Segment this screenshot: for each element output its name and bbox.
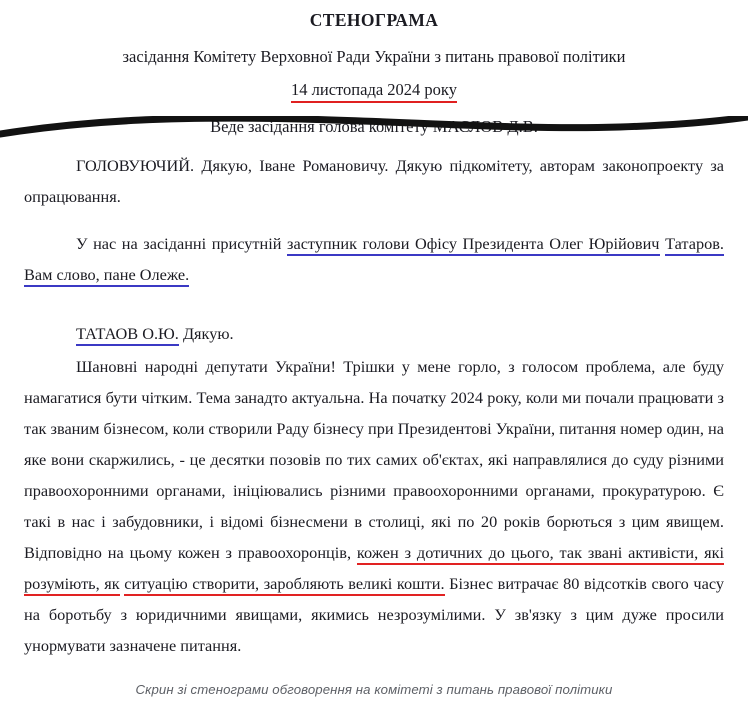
paragraph-chairman [24,150,724,212]
paragraph-presence-lead: У нас на засіданні присутній [76,234,288,253]
paragraph-tataov-speech [24,351,724,661]
paragraph-tataov-greeting-text: Дякую. [182,324,234,343]
paragraph-chairman-text: Дякую, Іване Романовичу. Дякую підкомітету, авторам законопроекту за опрацювання. [24,156,724,206]
speech-segment-2: Бізнес витрачає 80 відсотків свого часу на боротьбу з юридичними явищами, якимись незрозумілими. У зв'язку з цим дуже просили унормувати зазначене питання. [24,574,724,655]
paragraph-presence [24,228,724,290]
page-title: СТЕНОГРАМА [309,10,439,30]
document-date: 14 листопада 2024 року [291,80,457,104]
document-presider: Веде засідання голова комітету МАСЛОВ Д.В. [210,117,538,137]
image-caption: Скрин зі стенограми обговорення на комітеті з питань правової політики [135,682,613,697]
red-underline-segment-2: ситуацію створити, заробляють великі кошти. [124,574,444,596]
paragraph-spacer [24,292,724,318]
speaker-label-chairman: ГОЛОВУЮЧИЙ. [76,156,195,175]
paragraph-spacer [24,214,724,228]
blue-underline-segment-1: заступник голови Офісу Президента Олег Юрійович [287,234,659,256]
blue-underline-segment-2: Татаров. Вам слово, пане Олеже. [24,234,724,287]
speech-segment-1: Шановні народні депутати України! Трішки у мене горло, з голосом проблема, але буду намагатися бути чітким. Тема занадто актуальна. На початку 2024 року, коли ми почали працювати з так званим бізнесом, коли створили Раду бізнесу при Президентові України, питання номер один, на яке вони скаржились, - це десятки позовів по тих самих об'єктах, які направлялися до суду різними правоохоронними органами, ініціювались різними правоохоронними органами, прокуратурою. Є такі в нас і забудовники, і відомі бізнесмени в столиці, які по 20 років борються з цим явищем. Відповідно на цьому кожен з правоохоронців, [24,357,724,562]
document-date-line [0,80,748,104]
paragraph-tataov-greeting [24,318,724,349]
red-underline-segment-1: кожен з дотичних до цього, так звані активісти, які розуміють, як [24,543,724,596]
document-header [0,0,748,138]
document-subtitle: засідання Комітету Верховної Ради України з питань правової політики [122,47,626,66]
speaker-label-tataov: ТАТАОВ О.Ю. [76,324,179,346]
document-body [0,150,748,661]
